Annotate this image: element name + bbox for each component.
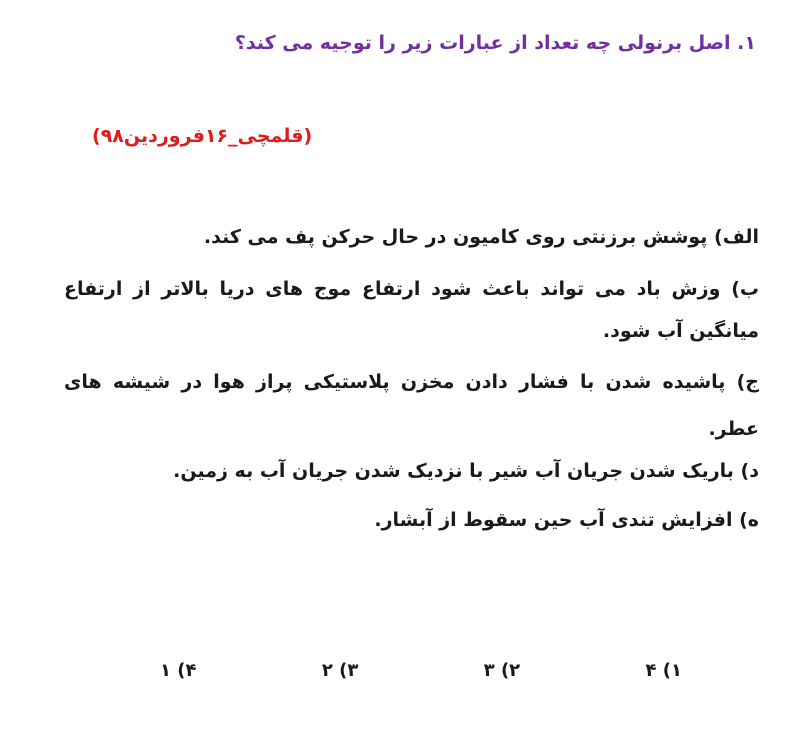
statement-alef: الف) پوشش برزنتی روی کامیون در حال حرکن پف می کند. <box>203 226 759 248</box>
choice-3: ۳) ۲ <box>321 660 359 681</box>
question-title: ۱. اصل برنولی چه تعداد از عبارات زیر را توجیه می کند؟ <box>234 32 756 54</box>
choice-2: ۲) ۳ <box>483 660 521 681</box>
statement-he: ه) افزایش تندی آب حین سقوط از آبشار. <box>374 509 759 531</box>
choice-4: ۴) ۱ <box>160 660 197 681</box>
statement-jim-line-2: عطر. <box>708 418 759 440</box>
statement-dal: د) باریک شدن جریان آب شیر با نزدیک شدن جریان آب به زمین. <box>173 460 759 482</box>
question-source-tag: (قلمچی_۱۶فروردین۹۸) <box>92 125 313 147</box>
statement-b-line-2: میانگین آب شود. <box>602 320 759 342</box>
answer-choices-row <box>160 657 682 685</box>
choice-1: ۱) ۴ <box>645 660 682 681</box>
statement-b-line-1: ب) وزش باد می تواند باعث شود ارتفاع موج های دریا بالاتر از ارتفاع <box>64 278 759 300</box>
statement-jim-line-1: ج) پاشیده شدن با فشار دادن مخزن پلاستیکی پراز هوا در شیشه های <box>64 371 759 393</box>
